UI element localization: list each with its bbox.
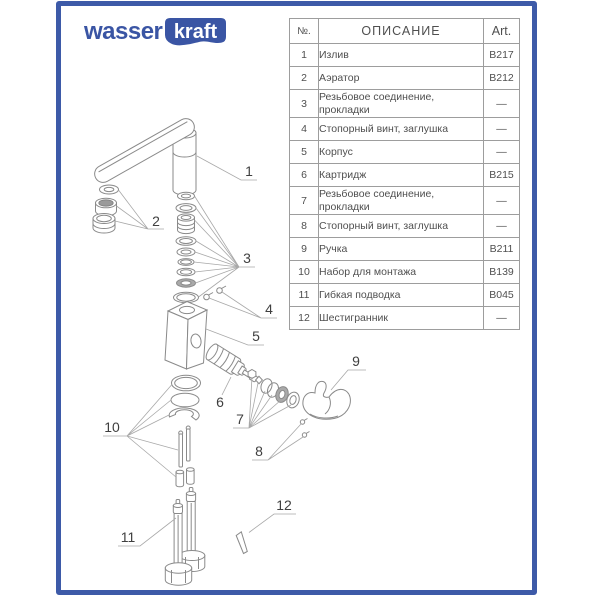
brand-kraft-text: kraft	[174, 21, 218, 43]
cell-description: Ручка	[319, 238, 484, 261]
hoses	[165, 488, 205, 586]
aerator-parts	[93, 185, 119, 233]
cell-art: —	[484, 118, 520, 141]
cell-num: 7	[290, 187, 319, 215]
header-num: №.	[290, 19, 319, 44]
callout-9: 9	[352, 353, 360, 369]
callout-10: 10	[104, 419, 120, 435]
cell-description: Гибкая подводка	[319, 284, 484, 307]
cell-description: Корпус	[319, 141, 484, 164]
cell-num: 3	[290, 90, 319, 118]
cell-art: —	[484, 141, 520, 164]
callout-1: 1	[245, 163, 253, 179]
cell-art: B045	[484, 284, 520, 307]
cell-art: —	[484, 187, 520, 215]
cell-description: Стопорный винт, заглушка	[319, 215, 484, 238]
cell-num: 8	[290, 215, 319, 238]
cell-num: 5	[290, 141, 319, 164]
cell-art: B139	[484, 261, 520, 284]
cell-art: —	[484, 307, 520, 330]
cell-num: 10	[290, 261, 319, 284]
cell-description: Излив	[319, 44, 484, 67]
cell-art: —	[484, 215, 520, 238]
cartridge	[204, 342, 261, 387]
cell-num: 11	[290, 284, 319, 307]
hex-key	[236, 532, 247, 554]
cell-num: 2	[290, 67, 319, 90]
cell-num: 9	[290, 238, 319, 261]
header-description: ОПИСАНИЕ	[319, 19, 484, 44]
cell-num: 4	[290, 118, 319, 141]
callout-2: 2	[152, 213, 160, 229]
cell-art: B215	[484, 164, 520, 187]
callout-7: 7	[236, 411, 244, 427]
cell-description: Шестигранник	[319, 307, 484, 330]
cell-description: Набор для монтажа	[319, 261, 484, 284]
callout-4: 4	[265, 301, 273, 317]
brand-wasser-text: wasser	[84, 18, 163, 45]
callout-11: 11	[120, 529, 136, 545]
cell-description: Резьбовое соединение, прокладки	[319, 187, 484, 215]
cell-art: B211	[484, 238, 520, 261]
cell-art: B217	[484, 44, 520, 67]
seal-stack	[174, 192, 199, 302]
callout-12: 12	[276, 497, 292, 513]
cell-description: Резьбовое соединение, прокладки	[319, 90, 484, 118]
callout-5: 5	[252, 328, 260, 344]
faucet-body	[165, 302, 207, 370]
connection-seals	[248, 370, 301, 410]
callout-3: 3	[243, 250, 251, 266]
cell-description: Картридж	[319, 164, 484, 187]
set-screws-side	[300, 419, 309, 438]
cell-num: 1	[290, 44, 319, 67]
cell-art: B212	[484, 67, 520, 90]
cell-description: Аэратор	[319, 67, 484, 90]
spout	[92, 116, 198, 195]
cell-num: 6	[290, 164, 319, 187]
cell-art: —	[484, 90, 520, 118]
callout-6: 6	[216, 394, 224, 410]
handle	[303, 381, 350, 419]
cell-num: 12	[290, 307, 319, 330]
mounting-set	[169, 375, 200, 487]
leader-lines	[103, 156, 366, 546]
cell-description: Стопорный винт, заглушка	[319, 118, 484, 141]
header-art: Art.	[484, 19, 520, 44]
callout-8: 8	[255, 443, 263, 459]
